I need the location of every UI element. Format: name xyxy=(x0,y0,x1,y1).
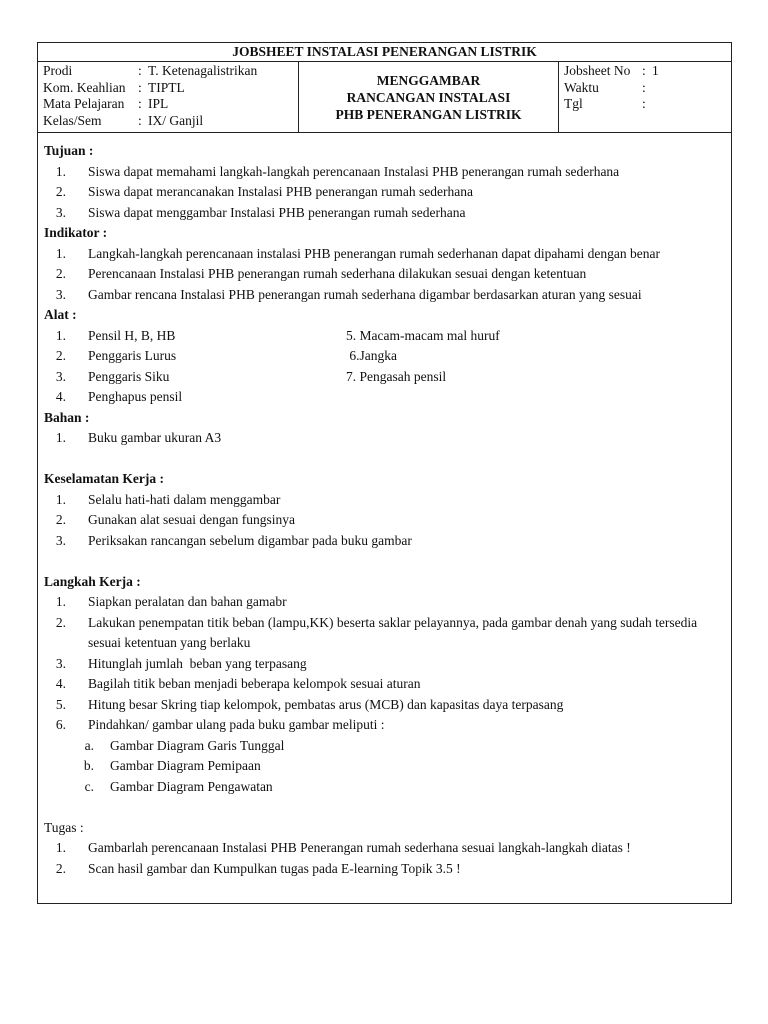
langkah-sublist xyxy=(44,736,731,798)
topic-line: PHB PENERANGAN LISTRIK xyxy=(335,106,522,122)
list-item: b. Gambar Diagram Pemipaan xyxy=(83,758,261,773)
section-heading-indikator: Indikator : xyxy=(44,225,108,240)
list-item: 2. Scan hasil gambar dan Kumpulkan tugas pada E-learning Topik 3.5 ! xyxy=(55,860,461,876)
info-row-kelas-sem: Kelas/Sem : IX/ Ganjil xyxy=(43,112,204,128)
list-item: 2. Lakukan penempatan titik beban (lampu,KK) beserta saklar pelayannya, pada gambar denah yang sudah tersedia sesuai ketentuan yang berlaku xyxy=(55,614,698,650)
list-item: 2. Penggaris Lurus 6.Jangka xyxy=(55,348,397,363)
spacer xyxy=(44,797,731,818)
bahan-list xyxy=(44,428,731,449)
list-item: 3. Hitunglah jumlah beban yang terpasang xyxy=(55,655,307,671)
list-item: 1. Siapkan peralatan dan bahan gamabr xyxy=(55,594,287,609)
list-item: c. Gambar Diagram Pengawatan xyxy=(84,778,273,794)
list-item: 3. Penggaris Siku 7. Pengasah pensil xyxy=(55,368,447,384)
langkah-list xyxy=(44,592,731,736)
list-item: 4. Penghapus pensil xyxy=(55,389,183,404)
spacer xyxy=(44,551,731,572)
alat-list xyxy=(44,326,731,408)
indikator-list xyxy=(44,244,731,306)
list-item: 1. Pensil H, B, HB 5. Macam-macam mal huruf xyxy=(55,327,500,343)
tugas-list xyxy=(44,838,731,879)
list-item: 2. Gunakan alat sesuai dengan fungsinya xyxy=(55,512,295,527)
jobsheet xyxy=(37,42,732,904)
list-item: 3. Periksakan rancangan sebelum digambar pada buku gambar xyxy=(55,532,412,548)
list-item: 3. Siswa dapat menggambar Instalasi PHB penerangan rumah sederhana xyxy=(55,204,466,220)
list-item: 5. Hitung besar Skring tiap kelompok, pembatas arus (MCB) dan kapasitas daya terpasang xyxy=(55,696,564,712)
section-heading-tugas: Tugas : xyxy=(44,819,84,835)
info-row-mata-pelajaran: Mata Pelajaran : IPL xyxy=(43,96,169,111)
topic-line: MENGGAMBAR xyxy=(376,72,481,88)
info-row-waktu: Waktu : xyxy=(564,79,646,95)
section-heading-bahan: Bahan : xyxy=(44,409,90,425)
list-item: 1. Siswa dapat memahami langkah-langkah perencanaan Instalasi PHB penerangan rumah sederhana xyxy=(55,163,620,179)
list-item: 2. Perencanaan Instalasi PHB penerangan rumah sederhana dilakukan sesuai dengan ketentuan xyxy=(55,266,587,281)
header-block xyxy=(38,62,731,133)
list-item: 3. Gambar rencana Instalasi PHB penerangan rumah sederhana digambar berdasarkan aturan yang sesuai xyxy=(55,286,642,302)
list-item: 6. Pindahkan/ gambar ulang pada buku gambar meliputi : xyxy=(55,717,385,732)
list-item: 2. Siswa dapat merancanakan Instalasi PHB penerangan rumah sederhana xyxy=(55,184,473,199)
list-item: 1. Langkah-langkah perencanaan instalasi PHB penerangan rumah sederhanan dapat dipahami dengan benar xyxy=(55,245,661,261)
document-title: JOBSHEET INSTALASI PENERANGAN LISTRIK xyxy=(38,43,731,62)
keselamatan-list xyxy=(44,490,731,552)
section-heading-keselamatan: Keselamatan Kerja : xyxy=(44,471,164,486)
tujuan-list xyxy=(44,162,731,224)
list-item: 1. Buku gambar ukuran A3 xyxy=(55,430,222,445)
list-item: 1. Selalu hati-hati dalam menggambar xyxy=(55,491,281,507)
spacer xyxy=(44,449,731,470)
info-row-prodi: Prodi : T. Ketenagalistrikan xyxy=(43,63,258,78)
header-topic xyxy=(298,62,559,132)
header-info-right xyxy=(559,62,731,132)
section-heading-alat: Alat : xyxy=(44,307,77,322)
section-heading-tujuan: Tujuan : xyxy=(44,143,94,158)
header-info-left xyxy=(38,62,298,132)
info-row-jobsheet-no: Jobsheet No : 1 xyxy=(564,63,659,78)
list-item: 4. Bagilah titik beban menjadi beberapa kelompok sesuai aturan xyxy=(55,676,421,691)
list-item: 1. Gambarlah perencanaan Instalasi PHB Penerangan rumah sederhana sesuai langkah-langkah diatas ! xyxy=(55,840,631,855)
info-row-kom-keahlian: Kom. Keahlian : TIPTL xyxy=(43,79,185,95)
topic-line: RANCANGAN INSTALASI xyxy=(346,89,511,105)
info-row-tgl: Tgl : xyxy=(564,96,646,111)
list-item: a. Gambar Diagram Garis Tunggal xyxy=(84,737,285,753)
section-heading-langkah: Langkah Kerja : xyxy=(44,573,141,589)
jobsheet-body xyxy=(38,133,731,879)
